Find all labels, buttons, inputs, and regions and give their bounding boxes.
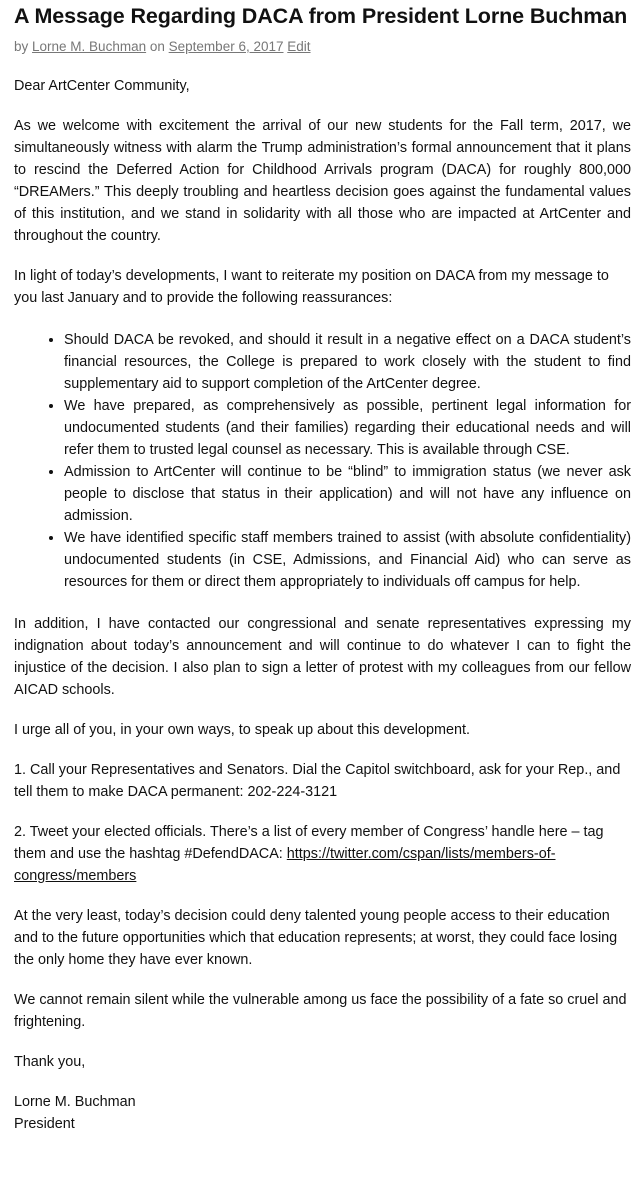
step-tweet-text: 2. Tweet your elected officials. There’s a list of every member of Congress’ handle here – tag them and use the hashtag #DefendDACA: (14, 824, 604, 862)
signature-name: Lorne M. Buchman (14, 1094, 136, 1110)
paragraph-at-least: At the very least, today’s decision could deny talented young people access to their education and to the future opportunities which that education represents; at worst, they could face losing the only home they have ever known. (14, 908, 618, 968)
salutation: Dear ArtCenter Community, (14, 78, 190, 94)
list-item: • Should DACA be revoked, and should it result in a negative effect on a DACA student’s financial resources, the College is prepared to work closely with the student to find supplementary aid to support completion of the ArtCenter degree. (64, 329, 631, 395)
paragraph-reassurances: In light of today’s developments, I want to reiterate my position on DACA from my message to you last January and to provide the following reassurances: (14, 268, 609, 306)
byline-on: on (149, 39, 165, 54)
step-tweet (14, 821, 631, 887)
step-call: 1. Call your Representatives and Senators. Dial the Capitol switchboard, ask for your Rep., and tell them to make DACA permanent: 202-224-3121 (14, 762, 621, 800)
list-item: • We have prepared, as comprehensively as possible, pertinent legal information for undocumented students (and their families) regarding their educational needs and will refer them to trusted legal counsel as necessary. This is available through CSE. (64, 395, 631, 461)
closing: Thank you, (14, 1054, 86, 1070)
date-link[interactable]: September 6, 2017 (168, 39, 284, 54)
signature-title: President (14, 1116, 75, 1132)
paragraph-contacted: In addition, I have contacted our congressional and senate representatives expressing my indignation about today’s announcement and will continue to do whatever I can to fight the injustice of the decision. I also plan to sign a letter of protest with my colleagues from our fellow AICAD schools. (14, 616, 631, 698)
paragraph-intro: As we welcome with excitement the arrival of our new students for the Fall term, 2017, we simultaneously witness with alarm the Trump administration’s formal announcement that it plans to rescind the Deferred Action for Childhood Arrivals program (DACA) for roughly 800,000 “DREAMers.” This deeply troubling and heartless decision goes against the fundamental values of this institution, and we stand in solidarity with all those who are impacted at ArtCenter and throughout the country. (14, 118, 631, 244)
paragraph-urge: I urge all of you, in your own ways, to speak up about this development. (14, 722, 470, 738)
page-title: A Message Regarding DACA from President Lorne Buchman (14, 4, 628, 28)
byline (14, 39, 631, 55)
reassurance-list (14, 329, 631, 593)
list-item: • We have identified specific staff members trained to assist (with absolute confidentiality) undocumented students (in CSE, Admissions, and Financial Aid) who can serve as resources for them or direct them appropriately to individuals off campus for help. (64, 527, 631, 593)
byline-by: by (14, 39, 29, 54)
list-item: • Admission to ArtCenter will continue to be “blind” to immigration status (we never ask people to disclose that status in their application) and will not have any influence on admission. (64, 461, 631, 527)
signature (14, 1091, 631, 1135)
author-link[interactable]: Lorne M. Buchman (32, 39, 147, 54)
twitter-list-link[interactable]: https://twitter.com/cspan/lists/members-of-congress/members (14, 846, 556, 884)
paragraph-silent: We cannot remain silent while the vulnerable among us face the possibility of a fate so cruel and frightening. (14, 992, 627, 1030)
edit-link[interactable]: Edit (287, 39, 311, 54)
